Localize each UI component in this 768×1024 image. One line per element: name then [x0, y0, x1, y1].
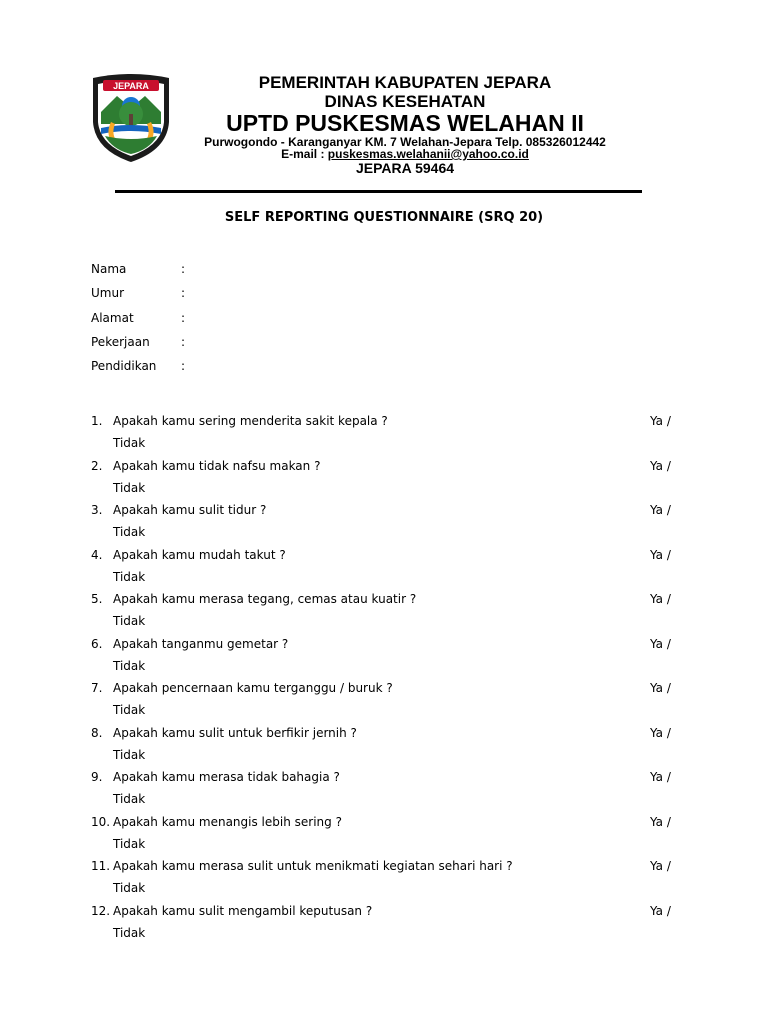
answer-ya: Ya / [650, 815, 671, 829]
field-colon: : [181, 335, 186, 349]
field-colon: : [181, 262, 186, 276]
answer-ya: Ya / [650, 592, 671, 606]
email-line [180, 147, 630, 161]
field-label: Alamat [91, 311, 134, 325]
field-alamat [91, 311, 185, 325]
question-item [91, 637, 691, 677]
field-label: Pendidikan [91, 359, 157, 373]
question-number: 4. [91, 548, 103, 562]
field-pendidikan [91, 359, 185, 373]
question-text: Apakah kamu sulit mengambil keputusan ? [113, 904, 373, 918]
answer-ya: Ya / [650, 548, 671, 562]
address-line: Purwogondo - Karanganyar KM. 7 Welahan-Jepara Telp. 085326012442 [204, 135, 606, 149]
question-item [91, 548, 691, 588]
answer-tidak: Tidak [113, 703, 146, 717]
header-divider [115, 190, 642, 193]
question-item [91, 681, 691, 721]
question-item [91, 815, 691, 855]
question-number: 3. [91, 503, 103, 517]
question-text: Apakah kamu merasa tidak bahagia ? [113, 770, 340, 784]
field-colon: : [181, 286, 186, 300]
answer-tidak: Tidak [113, 837, 146, 851]
field-pekerjaan [91, 335, 185, 349]
question-item [91, 503, 691, 543]
answer-tidak: Tidak [113, 525, 146, 539]
answer-tidak: Tidak [113, 881, 146, 895]
answer-ya: Ya / [650, 770, 671, 784]
answer-ya: Ya / [650, 726, 671, 740]
answer-ya: Ya / [650, 637, 671, 651]
question-text: Apakah kamu sering menderita sakit kepala ? [113, 414, 388, 428]
field-label: Umur [91, 286, 125, 300]
question-number: 1. [91, 414, 103, 428]
jepara-crest-logo [89, 72, 173, 164]
question-number: 12. [91, 904, 111, 918]
question-item [91, 592, 691, 632]
question-text: Apakah tanganmu gemetar ? [113, 637, 289, 651]
department-name: DINAS KESEHATAN [324, 92, 486, 111]
question-number: 7. [91, 681, 103, 695]
field-label: Pekerjaan [91, 335, 150, 349]
question-item [91, 770, 691, 810]
answer-ya: Ya / [650, 904, 671, 918]
answer-tidak: Tidak [113, 436, 146, 450]
document-title: SELF REPORTING QUESTIONNAIRE (SRQ 20) [224, 210, 544, 225]
question-number: 6. [91, 637, 103, 651]
question-text: Apakah kamu tidak nafsu makan ? [113, 459, 321, 473]
question-number: 5. [91, 592, 103, 606]
field-label: Nama [91, 262, 127, 276]
city-postcode: JEPARA 59464 [355, 160, 455, 176]
government-name: PEMERINTAH KABUPATEN JEPARA [258, 73, 552, 92]
question-number: 10. [91, 815, 111, 829]
answer-ya: Ya / [650, 859, 671, 873]
question-item [91, 459, 691, 499]
answer-tidak: Tidak [113, 659, 146, 673]
question-item [91, 726, 691, 766]
answer-ya: Ya / [650, 503, 671, 517]
answer-ya: Ya / [650, 414, 671, 428]
email-label: E-mail : [281, 147, 325, 161]
question-number: 9. [91, 770, 103, 784]
question-text: Apakah kamu merasa sulit untuk menikmati kegiatan sehari hari ? [113, 859, 513, 873]
answer-tidak: Tidak [113, 926, 146, 940]
answer-tidak: Tidak [113, 481, 146, 495]
question-item [91, 414, 691, 454]
institution-name: UPTD PUSKESMAS WELAHAN II [226, 110, 584, 136]
answer-ya: Ya / [650, 459, 671, 473]
question-number: 11. [91, 859, 111, 873]
answer-tidak: Tidak [113, 614, 146, 628]
question-text: Apakah kamu mudah takut ? [113, 548, 286, 562]
answer-tidak: Tidak [113, 570, 146, 584]
question-text: Apakah pencernaan kamu terganggu / buruk ? [113, 681, 393, 695]
field-umur [91, 286, 185, 300]
question-item [91, 859, 691, 899]
answer-tidak: Tidak [113, 748, 146, 762]
logo-text: JEPARA [113, 81, 149, 91]
question-item [91, 904, 691, 944]
question-text: Apakah kamu sulit tidur ? [113, 503, 267, 517]
question-number: 8. [91, 726, 103, 740]
field-colon: : [181, 311, 186, 325]
question-text: Apakah kamu menangis lebih sering ? [113, 815, 342, 829]
question-text: Apakah kamu merasa tegang, cemas atau kuatir ? [113, 592, 417, 606]
question-number: 2. [91, 459, 103, 473]
question-text: Apakah kamu sulit untuk berfikir jernih ? [113, 726, 357, 740]
answer-ya: Ya / [650, 681, 671, 695]
field-nama [91, 262, 185, 276]
field-colon: : [181, 359, 186, 373]
email-link[interactable]: puskesmas.welahanii@yahoo.co.id [327, 147, 529, 161]
answer-tidak: Tidak [113, 792, 146, 806]
